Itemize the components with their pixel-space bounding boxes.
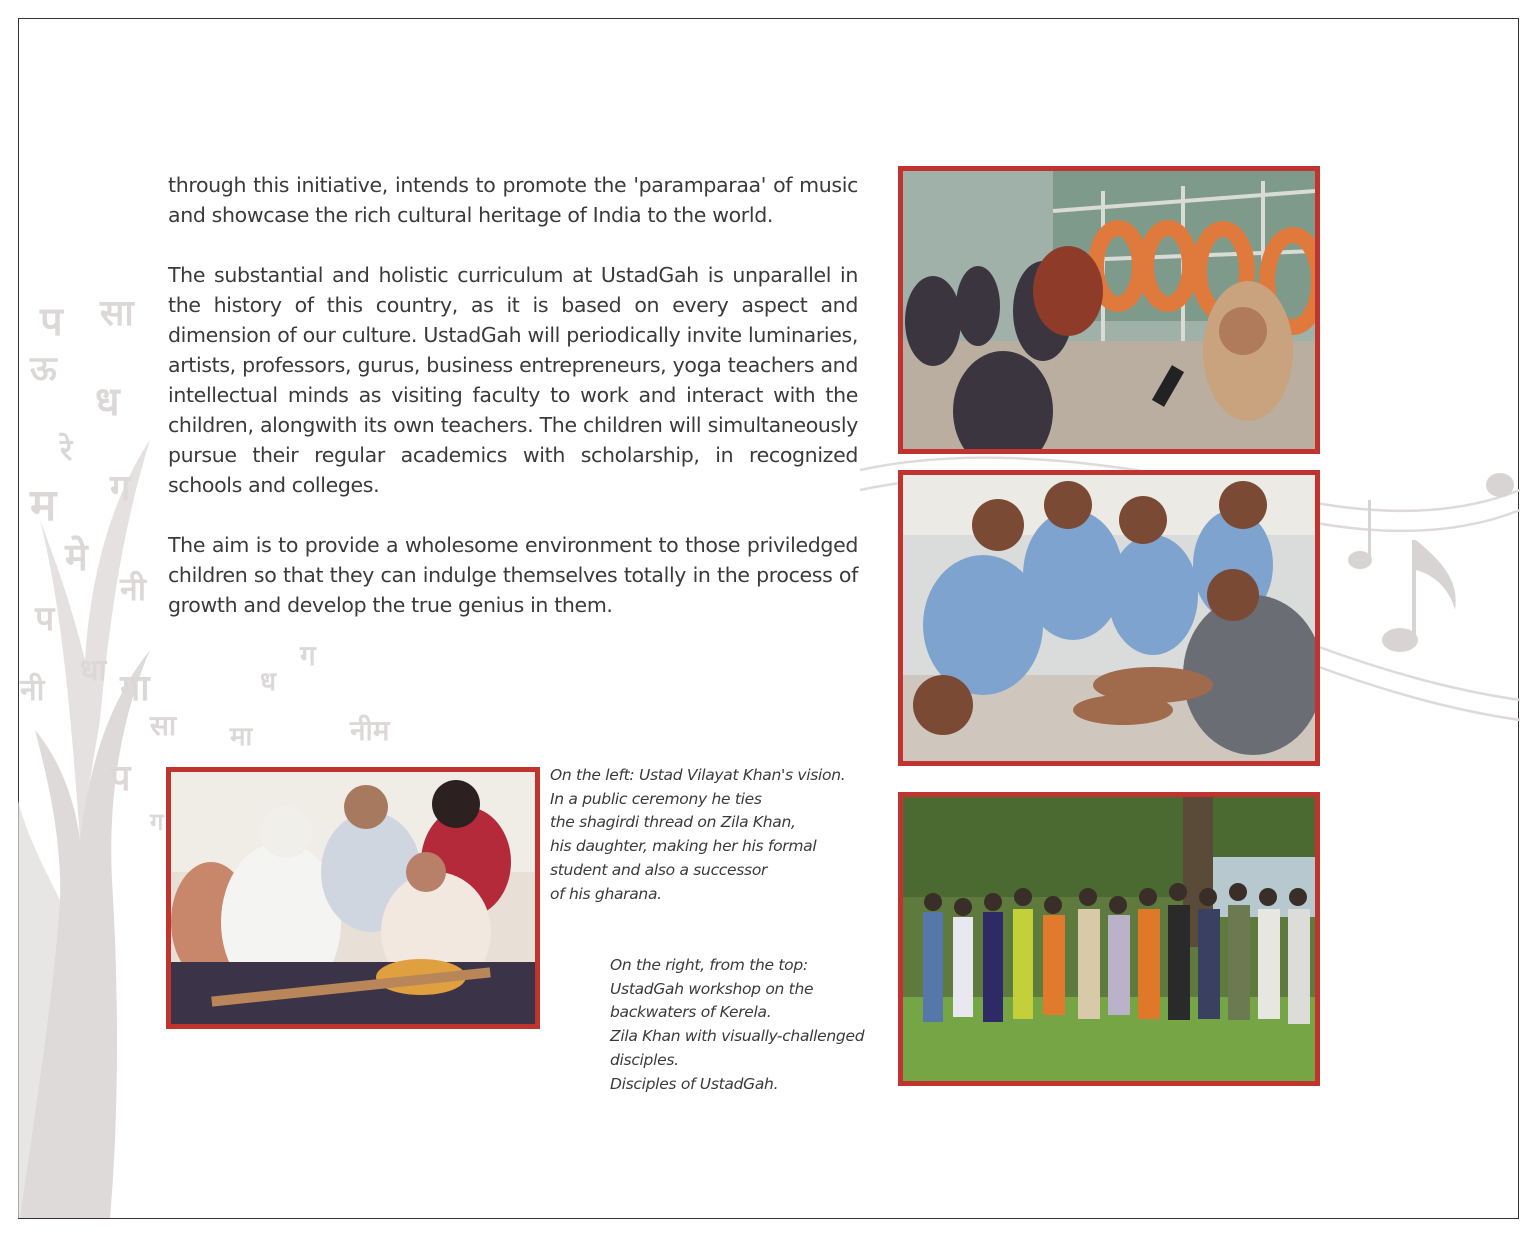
photo-group-disciples	[898, 792, 1320, 1086]
svg-text:धा: धा	[80, 653, 107, 688]
svg-text:नी: नी	[120, 570, 147, 608]
body-text	[168, 170, 858, 650]
caption-right-line: backwaters of Kerela.	[610, 1003, 772, 1022]
caption-left	[550, 764, 845, 906]
body-paragraph-3: The aim is to provide a wholesome environment to those priviledged children so that they can indulge themselves totally in the process of growth and develop the true genius in them.	[168, 533, 858, 617]
svg-text:रे: रे	[60, 433, 73, 468]
body-paragraph-1: through this initiative, intends to promote the 'paramparaa' of music and showcase the rich cultural heritage of India to the world.	[168, 173, 858, 227]
photo-boat-workshop	[898, 166, 1320, 454]
svg-text:मा: मा	[230, 722, 253, 752]
caption-left-line: On the left: Ustad Vilayat Khan's vision.	[550, 766, 846, 784]
caption-left-line: the shagirdi thread on Zila Khan,	[550, 813, 796, 832]
svg-text:ऊ: ऊ	[30, 349, 57, 389]
svg-text:गा: गा	[120, 668, 150, 709]
caption-left-line: In a public ceremony he ties	[550, 789, 762, 808]
svg-text:नीम: नीम	[350, 714, 390, 747]
photo-shagirdi-ceremony	[166, 767, 540, 1029]
caption-left-line: student and also a successor	[550, 860, 768, 879]
svg-text:प: प	[110, 758, 131, 799]
caption-right	[610, 954, 864, 1096]
svg-text:ध: ध	[260, 667, 276, 697]
svg-text:ध: ध	[95, 379, 120, 425]
svg-text:नी: नी	[20, 673, 45, 708]
photo-disciples-hands	[898, 470, 1320, 766]
caption-right-line: On the right, from the top:	[610, 956, 808, 974]
caption-left-line: of his gharana.	[550, 884, 662, 903]
svg-text:सा: सा	[150, 709, 177, 742]
svg-text:म: म	[30, 480, 57, 531]
caption-left-line: his daughter, making her his formal	[550, 837, 817, 856]
svg-text:मे: मे	[65, 535, 88, 579]
svg-text:ग: ग	[150, 808, 164, 836]
caption-right-line: Zila Khan with visually-challenged	[610, 1027, 865, 1046]
svg-text:ग: ग	[110, 468, 131, 509]
body-paragraph-2: The substantial and holistic curriculum at UstadGah is unparallel in the history of this country, as it is based on every aspect and dimension of our culture. UstadGah will periodically invite luminaries, artists, professors, gurus, business entrepreneurs, yoga teachers and intellectual minds as visiting faculty to work and interact with the children, alongwith its own teachers. The children will simultaneously pursue their regular academics with scholarship, in recognized schools and colleges.	[168, 263, 858, 497]
caption-right-line: UstadGah workshop on the	[610, 979, 814, 998]
svg-text:प: प	[35, 599, 55, 639]
svg-text:सा: सा	[100, 293, 134, 334]
svg-text:प: प	[40, 299, 63, 345]
caption-right-line: disciples.	[610, 1050, 679, 1069]
caption-right-line: Disciples of UstadGah.	[610, 1074, 779, 1093]
svg-text:ग: ग	[300, 639, 316, 672]
